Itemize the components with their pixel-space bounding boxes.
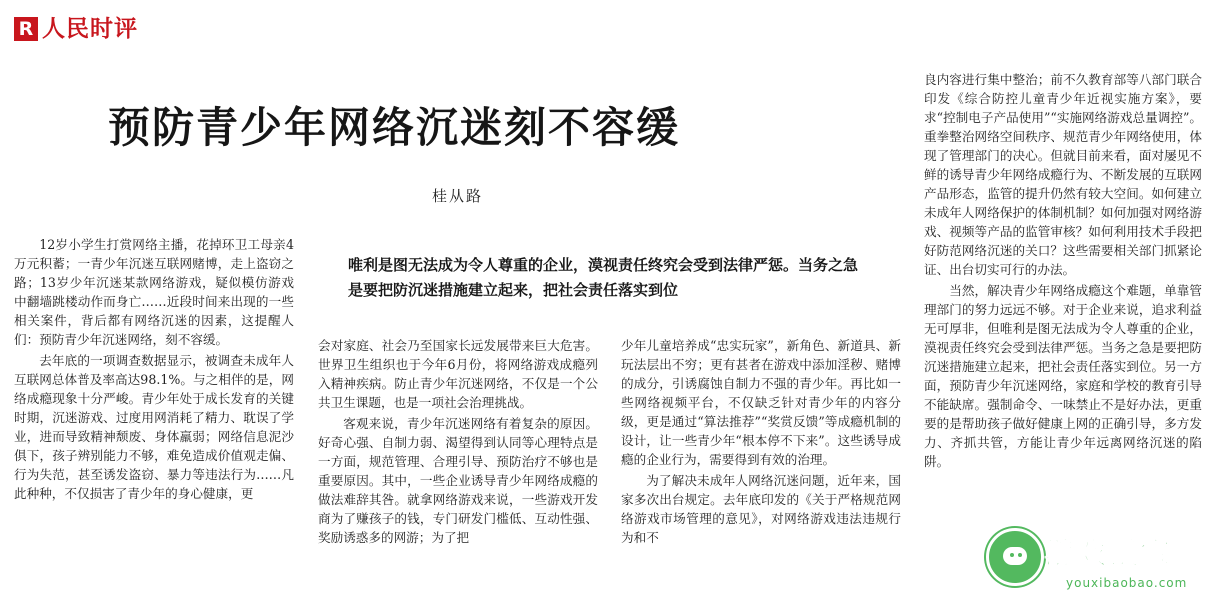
text-column-2 [318, 336, 598, 608]
paragraph: 12岁小学生打赏网络主播，花掉环卫工母亲4万元积蓄；一青少年沉迷互联网赌博，走上盗窃之路；13岁少年沉迷某款网络游戏，疑似模仿游戏中翻墙跳楼动作而身亡……近段时间来出现的一些相关案件，背后都有网络沉迷的因素，这提醒人们：预防青少年沉迷网络，刻不容缓。 [14, 237, 294, 347]
gamepad-logo-icon [986, 528, 1044, 586]
article-headline: 预防青少年网络沉迷刻不容缓 [108, 103, 681, 152]
paragraph: 少年儿童培养成“忠实玩家”，新角色、新道具、新玩法层出不穷；更有甚者在游戏中添加淫秽、赌博的成分，引诱腐蚀自制力不强的青少年。再比如一些网络视频平台，不仅缺乏针对青少年的内容分级，更是通过“算法推荐”“奖赏反馈”等成瘾机制的设计，让一些青少年“根本停不下来”。这些诱导成瘾的企业行为，需要得到有效的治理。 [621, 338, 901, 467]
paragraph: 去年底的一项调查数据显示，被调查未成年人互联网总体普及率高达98.1%。与之相伴的是，网络成瘾现象十分严峻。青少年处于成长发育的关键时期，沉迷游戏、过度用网消耗了精力、耽误了学业，进而导致精神颓废、身体羸弱；网络信息泥沙俱下，孩子辨别能力不够，难免造成价值观走偏、行为失范，甚至诱发盗窃、暴力等违法行为……凡此种种，不仅损害了青少年的身心健康，更 [14, 353, 294, 501]
article-byline: 桂从路 [432, 187, 484, 205]
paragraph: 良内容进行集中整治；前不久教育部等八部门联合印发《综合防控儿童青少年近视实施方案》，要求“控制电子产品使用”“实施网络游戏总量调控”。重拳整治网络空间秩序、规范青少年网络使用，体现了管理部门的决心。但就目前来看，面对屡见不鲜的诱导青少年网络成瘾行为、不断发展的互联网产品形态，监管的提升仍然有较大空间。如何建立未成年人网络保护的体制机制？如何加强对网络游戏、视频等产品的监管审核？如何利用技术手段把好防范网络沉迷的关口？这些需要相关部门抓紧论证、出台切实可行的办法。 [924, 72, 1202, 277]
text-column-1 [14, 235, 294, 608]
paragraph: 客观来说，青少年沉迷网络有着复杂的原因。好奇心强、自制力弱、渴望得到认同等心理特点是一方面，规范管理、合理引导、预防治疗不够也是重要原因。其中，一些企业诱导青少年网络成瘾的做法难辞其咎。就拿网络游戏来说，一些游戏开发商为了赚孩子的钱，专门研发门槛低、互动性强、奖励诱惑多的网游；为了把 [318, 416, 598, 545]
masthead [14, 14, 138, 44]
article-lead-quote: 唯利是图无法成为令人尊重的企业，漠视责任终究会受到法律严惩。当务之急是要把防沉迷措施建立起来，把社会责任落实到位 [348, 256, 859, 299]
column-title: 人民时评 [42, 16, 138, 42]
people-daily-logo-icon: R [14, 17, 38, 41]
paragraph: 当然，解决青少年网络成瘾这个难题，单靠管理部门的努力远远不够。对于企业来说，追求利益无可厚非，但唯利是图无法成为令人尊重的企业，漠视责任终究会受到法律严惩。当务之急是要把防沉迷措施建立起来，把社会责任落实到位。另一方面，预防青少年沉迷网络，家庭和学校的教育引导不能缺席。强制命令、一味禁止不是好办法，更重要的是帮助孩子做好健康上网的正确引导，多方发力、齐抓共管，方能让青少年远离网络沉迷的陷阱。 [924, 283, 1202, 469]
site-watermark [986, 520, 1198, 602]
paragraph: 会对家庭、社会乃至国家长远发展带来巨大危害。世界卫生组织也于今年6月份，将网络游戏成瘾列入精神疾病。防止青少年沉迷网络，不仅是一个公共卫生课题，也是一项社会治理挑战。 [318, 338, 598, 410]
paragraph: 为了解决未成年人网络沉迷问题，近年来，国家多次出台规定。去年底印发的《关于严格规范网络游戏市场管理的意见》，对网络游戏违法违规行为和不 [621, 473, 901, 545]
text-column-3 [621, 336, 901, 608]
watermark-url: youxibaobao.com [1066, 576, 1188, 590]
watermark-text: 游戏鼠宝 [1044, 536, 1172, 571]
